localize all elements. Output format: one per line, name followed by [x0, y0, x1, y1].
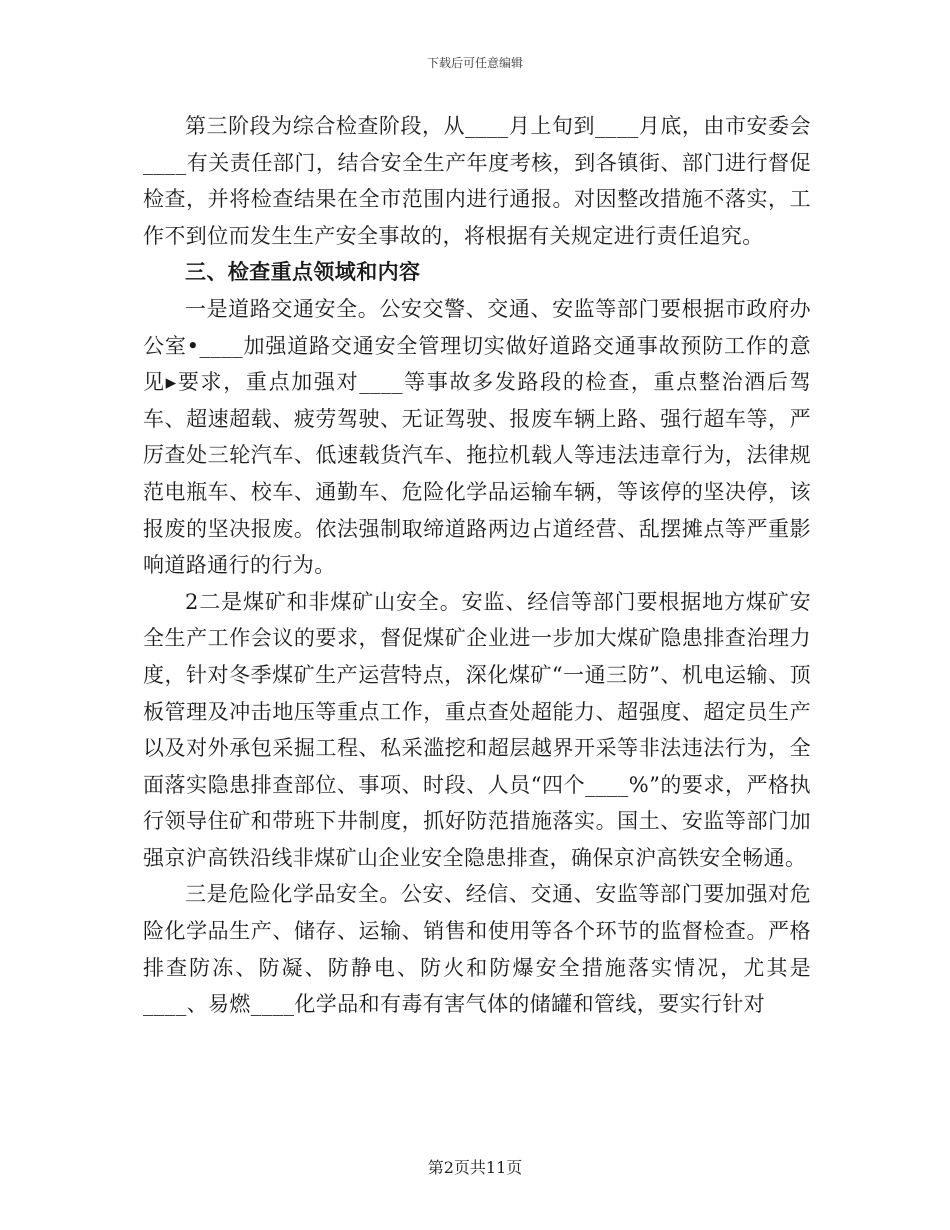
paragraph-stage-three: 第三阶段为综合检查阶段，从____月上旬到____月底，由市安委会____有关责任部门，结合安全生产年度考核，到各镇街、部门进行督促检查，并将检查结果在全市范围内进行通报。对因整改措施不落实，工作不到位而发生生产安全事故的，将根据有关规定进行责任追究。 [143, 114, 811, 248]
page-header: 下载后可任意编辑 [426, 56, 523, 70]
page-footer: 第2页共11页 [427, 1158, 523, 1177]
paragraph-mining-safety: 2二是煤矿和非煤矿山安全。安监、经信等部门要根据地方煤矿安全生产工作会议的要求，督促煤矿企业进一步加大煤矿隐患排查治理力度，针对冬季煤矿生产运营特点，深化煤矿“一通三防”、机电运输、顶板管理及冲击地压等重点工作，重点查处超能力、超强度、超定员生产以及对外承包采掘工程、私采滥挖和超层越界开采等非法违法行为，全面落实隐患排查部位、事项、时段、人员“四个____%”的要求，严格执行领导住矿和带班下井制度，抓好防范措施落实。国土、安监等部门加强京沪高铁沿线非煤矿山企业安全隐患排查，确保京沪高铁安全畅通。 [143, 589, 811, 870]
section-heading: 三、检查重点领域和内容 [185, 259, 421, 285]
document-body [143, 108, 811, 1023]
paragraph-road-traffic: 一是道路交通安全。公安交警、交通、安监等部门要根据市政府办公室•____加强道路交通安全管理切实做好道路交通事故预防工作的意见▸要求，重点加强对____等事故多发路段的检查，重点整治酒后驾车、超速超载、疲劳驾驶、无证驾驶、报废车辆上路、强行超车等，严厉查处三轮汽车、低速载货汽车、拖拉机载人等违法违章行为，法律规范电瓶车、校车、通勤车、危险化学品运输车辆，等该停的坚决停，该报废的坚决报废。依法强制取缔道路两边占道经营、乱摆摊点等严重影响道路通行的行为。 [143, 296, 811, 578]
paragraph-hazardous-chemicals: 三是危险化学品安全。公安、经信、交通、安监等部门要加强对危险化学品生产、储存、运输、销售和使用等各个环节的监督检查。严格排查防冻、防凝、防静电、防火和防爆安全措施落实情况，尤其是____、易燃____化学品和有毒有害气体的储罐和管线，要实行针对 [143, 882, 811, 1017]
